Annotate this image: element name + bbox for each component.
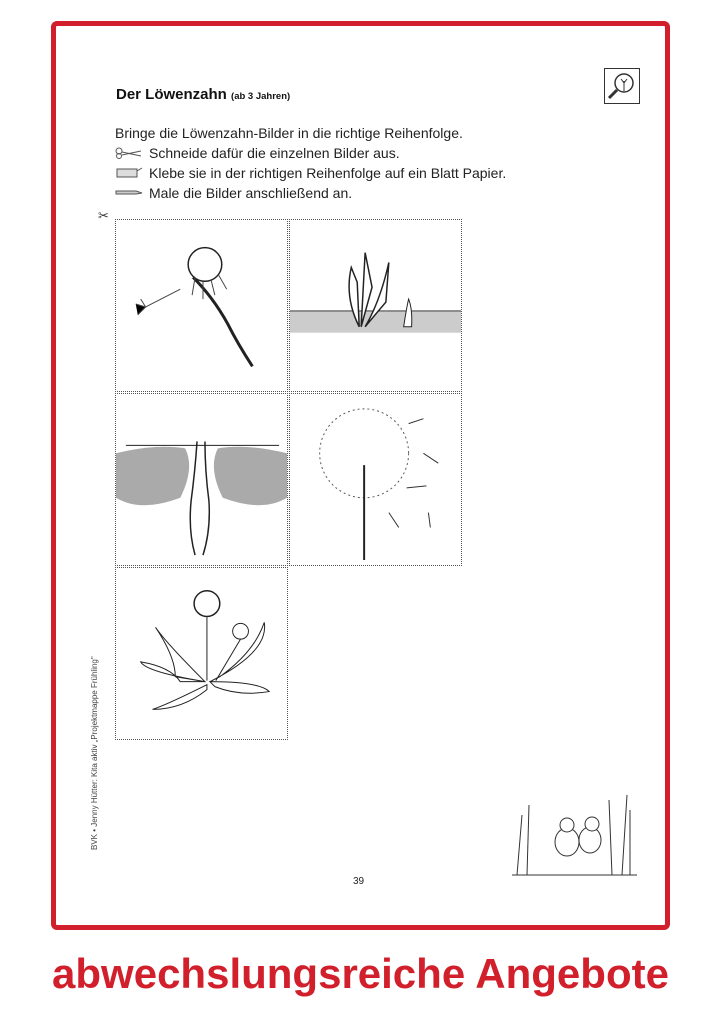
picture-root[interactable] [115,393,288,566]
magnifier-logo-icon [604,68,640,104]
instructions [115,123,506,203]
picture-young-leaves[interactable] [289,219,462,392]
picture-seed-ball[interactable] [289,393,462,566]
instruction-text: Schneide dafür die einzelnen Bilder aus. [149,145,400,161]
banner-text: abwechslungsreiche Angebote [52,950,669,997]
instruction-text: Klebe sie in der richtigen Reihenfolge auf ein Blatt Papier. [149,165,507,181]
instruction-cut [115,143,506,163]
age-note: (ab 3 Jahren) [231,91,291,102]
picture-flowering-plant[interactable] [115,567,288,740]
picture-seed-head-flying[interactable] [115,219,288,392]
page-title [116,86,290,103]
pencil-icon [115,187,143,199]
page-number: 39 [353,876,365,887]
ducklings-illustration [512,780,637,880]
glue-icon [115,167,143,179]
scissors-icon [115,147,143,159]
instruction-glue [115,163,506,183]
copyright-credit: BVK • Jenny Hütter: Kita aktiv „Projektmappe Frühling" [90,656,99,850]
instruction-paint [115,183,506,203]
instruction-text: Male die Bilder anschließend an. [149,185,353,201]
title-text: Der Löwenzahn [116,86,227,103]
instruction-main: Bringe die Löwenzahn-Bilder in die richtige Reihenfolge. [115,125,463,141]
cut-scissors-icon: ✂ [98,208,109,223]
